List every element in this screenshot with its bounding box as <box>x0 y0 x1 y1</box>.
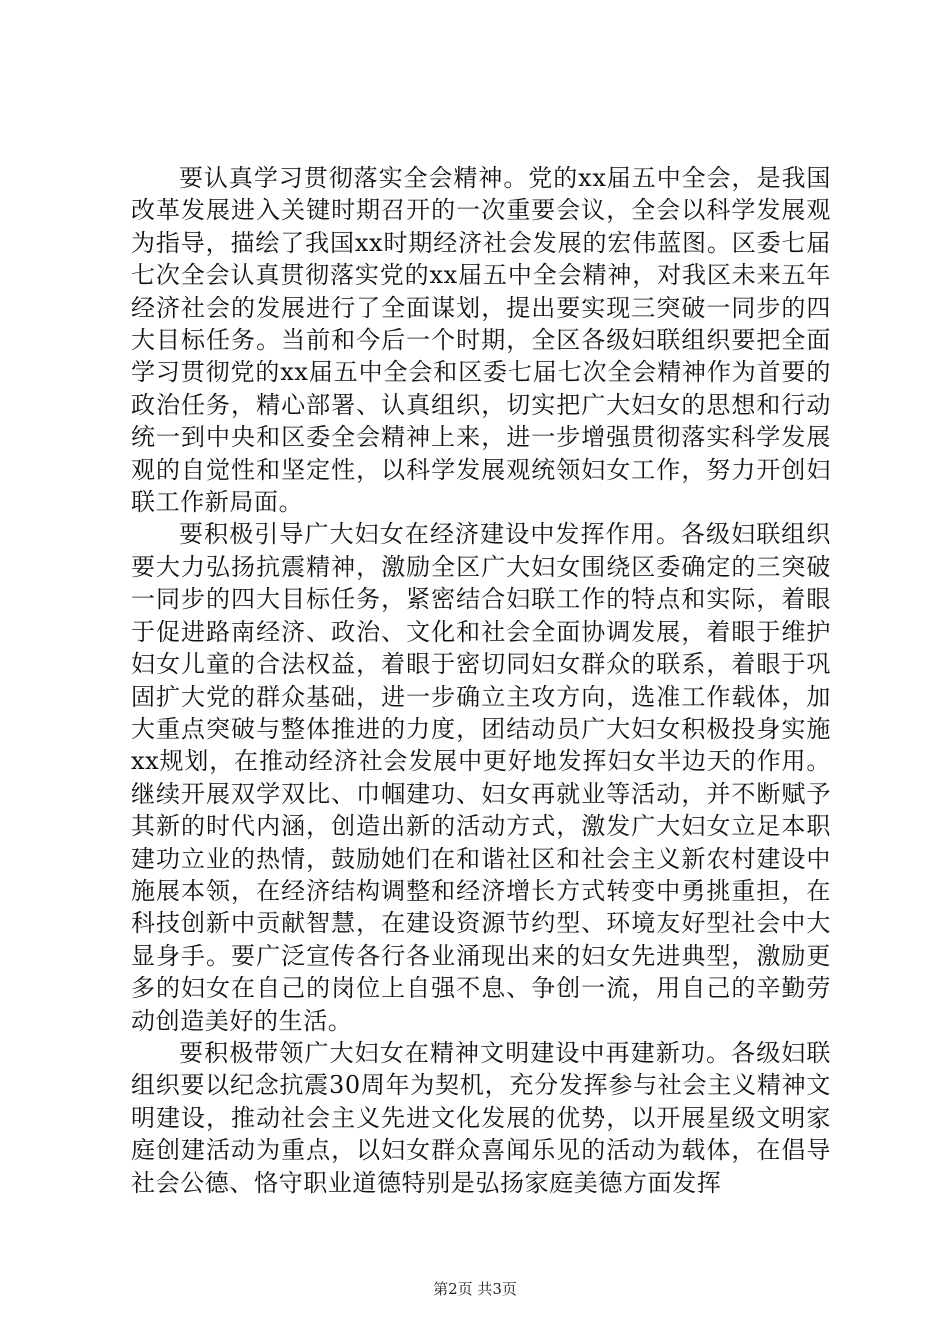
paragraph-2: 要积极引导广大妇女在经济建设中发挥作用。各级妇联组织要大力弘扬抗震精神，激励全区广大妇女围绕区委确定的三突破一同步的四大目标任务，紧密结合妇联工作的特点和实际，着眼于促进路南经济、政治、文化和社会全面协调发展，着眼于维护妇女儿童的合法权益，着眼于密切同妇女群众的联系，着眼于巩固扩大党的群众基础，进一步确立主攻方向，选准工作载体，加大重点突破与整体推进的力度，团结动员广大妇女积极投身实施xx规划，在推动经济社会发展中更好地发挥妇女半边天的作用。继续开展双学双比、巾帼建功、妇女再就业等活动，并不断赋予其新的时代内涵，创造出新的活动方式，激发广大妇女立足本职建功立业的热情，鼓励她们在和谐社区和社会主义新农村建设中施展本领，在经济结构调整和经济增长方式转变中勇挑重担，在科技创新中贡献智慧，在建设资源节约型、环境友好型社会中大显身手。要广泛宣传各行各业涌现出来的妇女先进典型，激励更多的妇女在自己的岗位上自强不息、争创一流，用自己的辛勤劳动创造美好的生活。 <box>131 520 831 1035</box>
document-body <box>131 162 831 1199</box>
paragraph-1: 要认真学习贯彻落实全会精神。党的xx届五中全会，是我国改革发展进入关键时期召开的一次重要会议，全会以科学发展观为指导，描绘了我国xx时期经济社会发展的宏伟蓝图。区委七届七次全会认真贯彻落实党的xx届五中全会精神，对我区未来五年经济社会的发展进行了全面谋划，提出要实现三突破一同步的四大目标任务。当前和今后一个时期，全区各级妇联组织要把全面学习贯彻党的xx届五中全会和区委七届七次全会精神作为首要的政治任务，精心部署、认真组织，切实把广大妇女的思想和行动统一到中央和区委全会精神上来，进一步增强贯彻落实科学发展观的自觉性和坚定性，以科学发展观统领妇女工作，努力开创妇联工作新局面。 <box>131 164 831 517</box>
paragraph-3: 要积极带领广大妇女在精神文明建设中再建新功。各级妇联组织要以纪念抗震30周年为契机，充分发挥参与社会主义精神文明建设，推动社会主义先进文化发展的优势，以开展星级文明家庭创建活动为重点，以妇女群众喜闻乐见的活动为载体，在倡导社会公德、恪守职业道德特别是弘扬家庭美德方面发挥 <box>131 1038 831 1197</box>
page-number-footer: 第2页 共3页 <box>433 1280 517 1298</box>
